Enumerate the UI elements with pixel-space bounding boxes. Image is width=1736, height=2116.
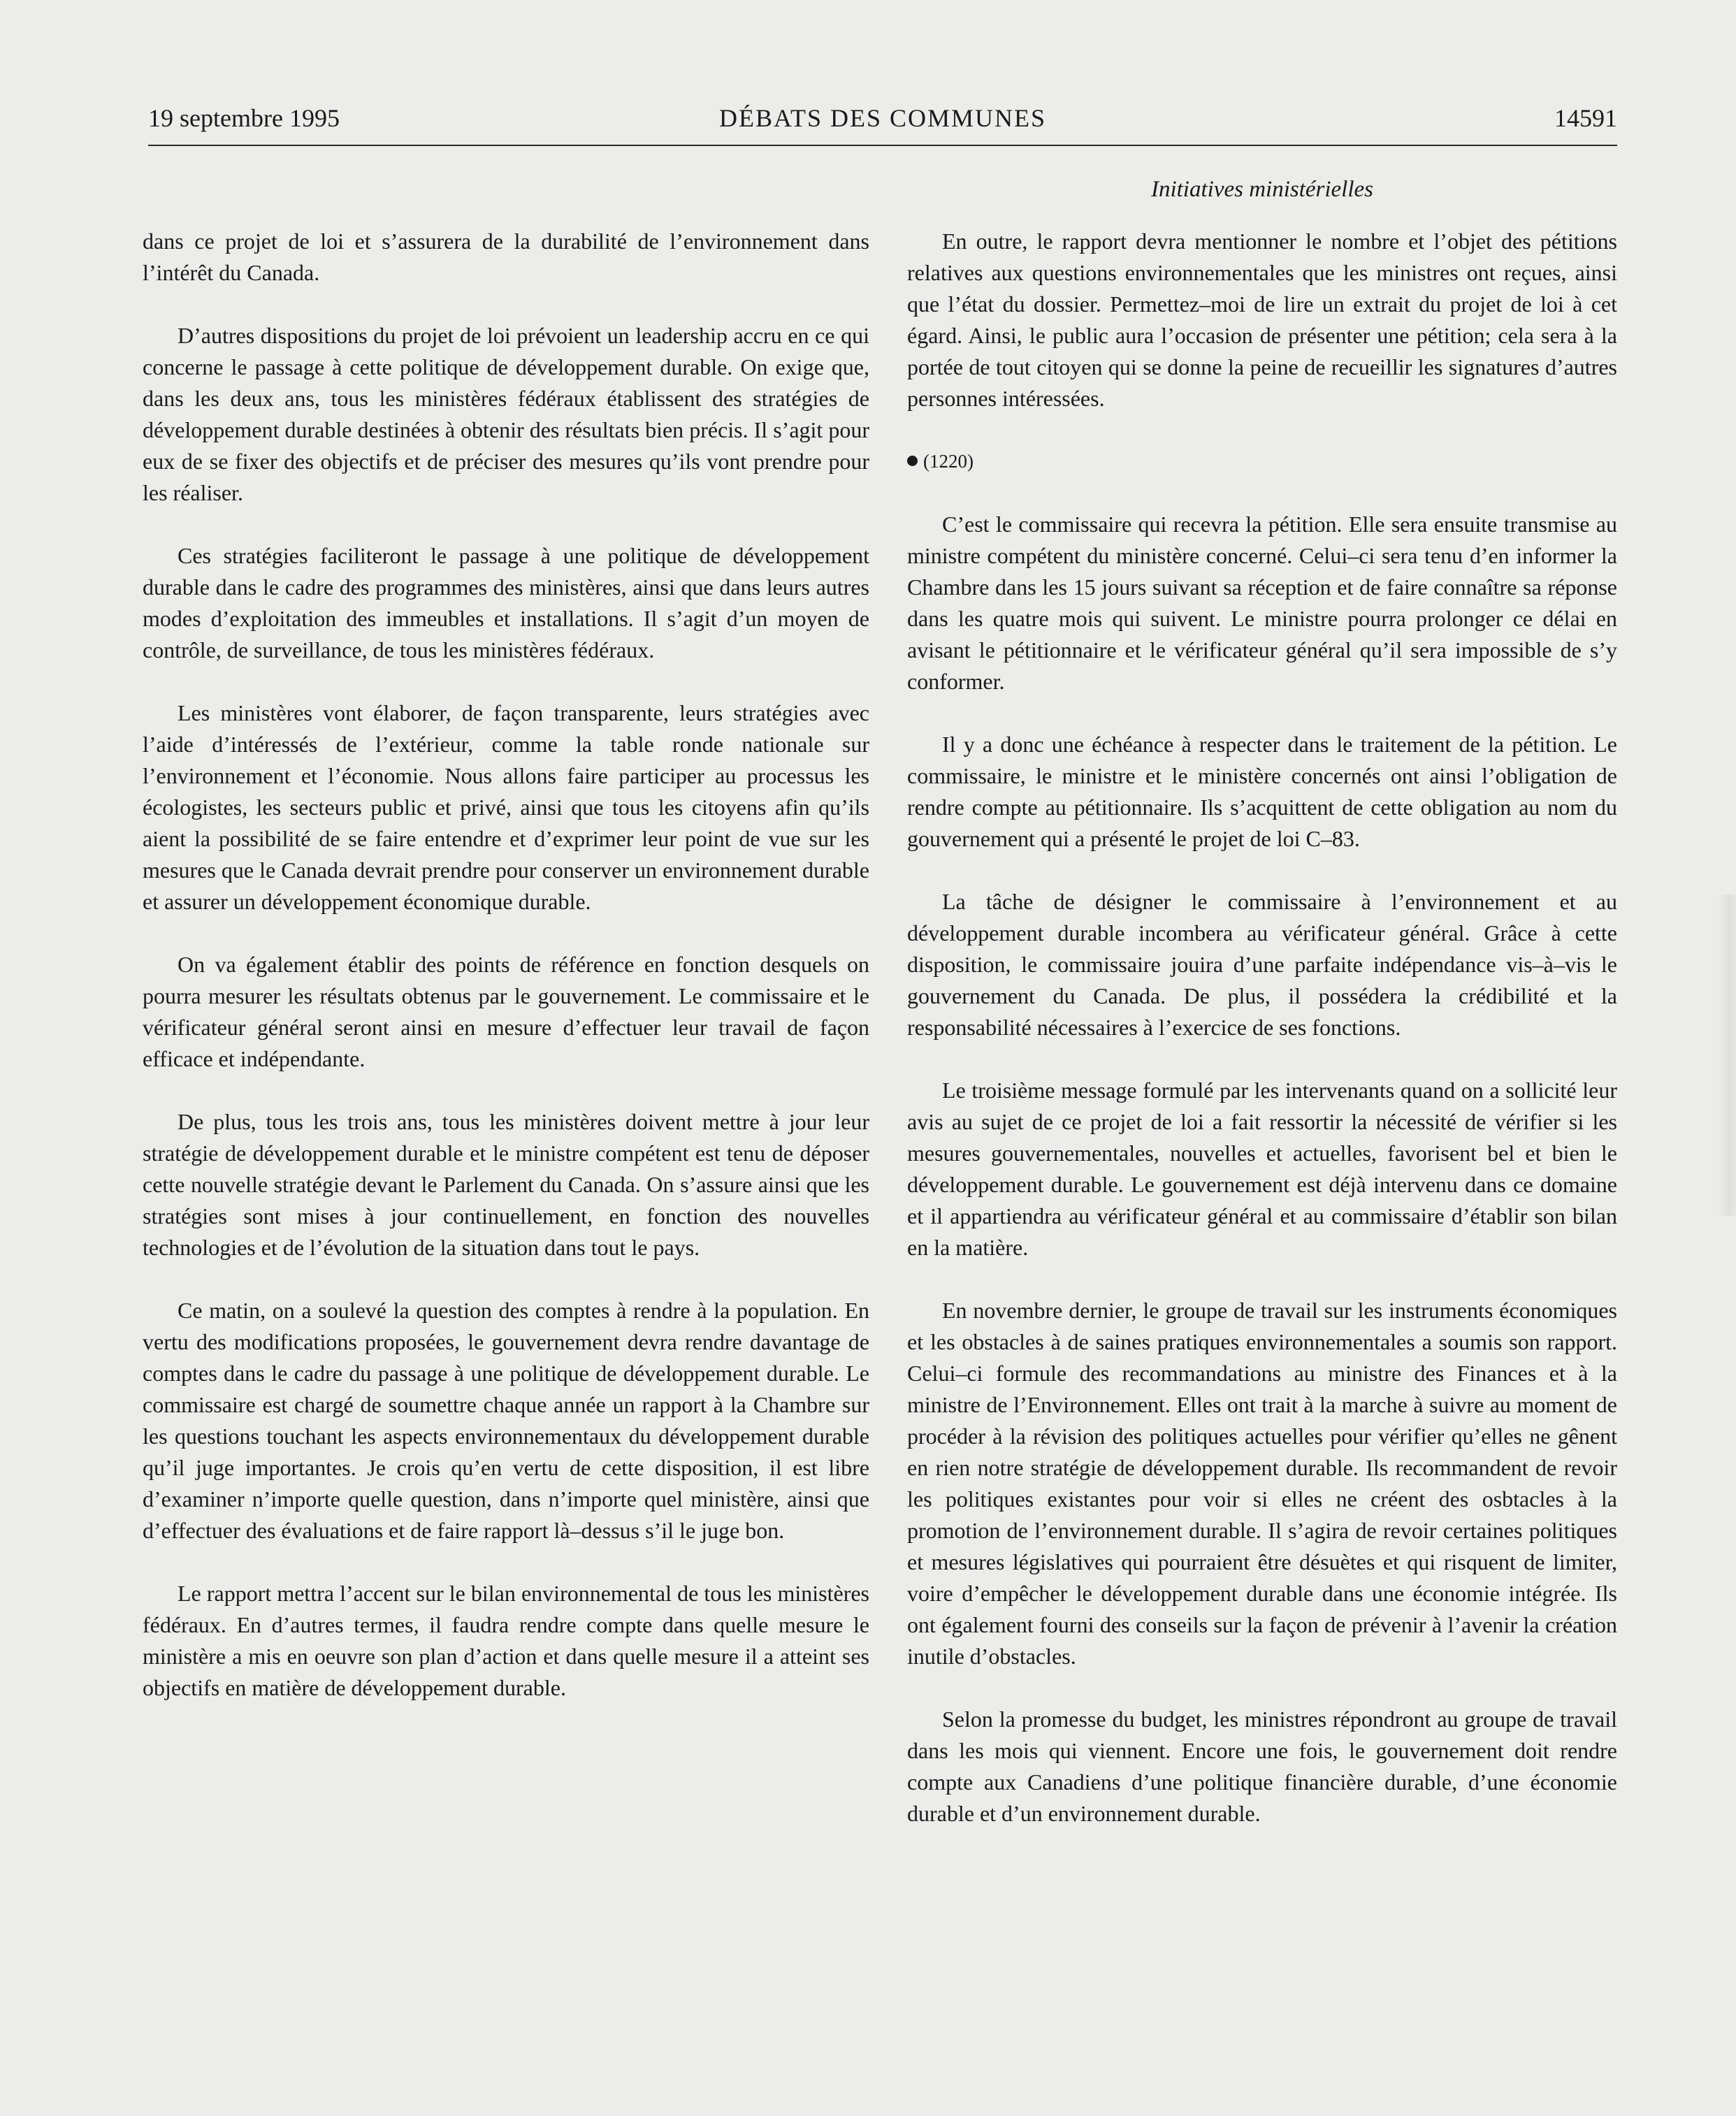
paragraph: Le troisième message formulé par les intervenants quand on a sollicité leur avis au sujet de ce projet de loi a fait ressortir la nécessité de vérifier si les mesures gouvernementales, nouvelles et actuelles, favorisent bel et bien le développement durable. Le gouvernement est déjà intervenu dans ce domaine et il appartiendra au vérificateur général et au commissaire d’établir son bilan en la matière. [907,1078,1617,1260]
section-label: Initiatives ministérielles [1150,177,1374,202]
paragraph: Il y a donc une échéance à respecter dans le traitement de la pétition. Le commissaire, le ministre et le ministère concernés ont ainsi l’obligation de rendre compte au pétitionnaire. Ils s’acquittent de cette obligation au nom du gouvernement qui a présenté le projet de loi C–83. [907,732,1617,851]
paragraph: Ces stratégies faciliteront le passage à une politique de développement durable dans le cadre des programmes des ministères, ainsi que dans leurs autres modes d’exploitation des immeubles et installations. Il s’agit d’un moyen de contrôle, de surveillance, de tous les ministères fédéraux. [143,543,869,662]
paragraph: dans ce projet de loi et s’assurera de la durabilité de l’environnement dans l’intérêt du Canada. [143,229,869,285]
page-header [148,103,1617,144]
paragraph: Le rapport mettra l’accent sur le bilan environnemental de tous les ministères fédéraux. En d’autres termes, il faudra rendre compte dans quelle mesure le ministère a mis en oeuvre son plan d’action et dans quelle mesure il a atteint ses objectifs en matière de développement durable. [143,1581,869,1700]
paragraph: On va également établir des points de référence en fonction desquels on pourra mesurer les résultats obtenus par le gouvernement. Le commissaire et le vérificateur général seront ainsi en mesure d’effectuer leur travail de façon efficace et indépendante. [143,952,869,1071]
paragraph: D’autres dispositions du projet de loi prévoient un leadership accru en ce qui concerne le passage à cette politique de développement durable. On exige que, dans les deux ans, tous les ministères fédéraux établissent des stratégies de développement durable destinées à obtenir des résultats bien précis. Il s’agit pour eux de se fixer des objectifs et de préciser des mesures qu’ils vont prendre pour les réaliser. [143,323,869,505]
scan-edge-shadow [1718,894,1736,1216]
paragraph: Selon la promesse du budget, les ministres répondront au groupe de travail dans les mois qui viennent. Encore une fois, le gouvernement doit rendre compte aux Canadiens d’une politique financière durable, d’une économie durable et d’un environnement durable. [907,1706,1617,1826]
bullet-icon [907,456,918,466]
time-marker-label: (1220) [923,451,974,472]
page-number: 14591 [1554,104,1617,132]
time-marker [907,446,1617,477]
header-date: 19 septembre 1995 [148,104,340,132]
paragraph: De plus, tous les trois ans, tous les ministères doivent mettre à jour leur stratégie de développement durable et le ministre compétent est tenu de déposer cette nouvelle stratégie devant le Parlement du Canada. On s’assure ainsi que les stratégies sont mises à jour continuellement, en fonction des nouvelles technologies et de l’évolution de la situation dans tout le pays. [143,1109,869,1260]
paragraph: Ce matin, on a soulevé la question des comptes à rendre à la population. En vertu des modifications proposées, le gouvernement devra rendre davantage de comptes dans le cadre du passage à une politique de développement durable. Le commissaire est chargé de soumettre chaque année un rapport à la Chambre sur les questions touchant les aspects environnementaux du développement durable qu’il juge importantes. Je crois qu’en vertu de cette disposition, il est libre d’examiner n’importe quelle question, dans n’importe quel ministère, ainsi que d’effectuer des évaluations et de faire rapport là–dessus s’il le juge bon. [143,1298,869,1543]
right-column [907,226,1617,1829]
header-rule [148,145,1617,146]
paragraph: Les ministères vont élaborer, de façon transparente, leurs stratégies avec l’aide d’intéressés de l’extérieur, comme la table ronde nationale sur l’environnement et l’économie. Nous allons faire participer au processus les écologistes, les secteurs public et privé, ainsi que tous les citoyens afin qu’ils aient la possibilité de se faire entendre et d’exprimer leur point de vue sur les mesures que le Canada devrait prendre pour conserver un environnement durable et assurer un développement économique durable. [143,700,869,914]
header-title: DÉBATS DES COMMUNES [718,104,1047,132]
paragraph: La tâche de désigner le commissaire à l’environnement et au développement durable incombera au vérificateur général. Grâce à cette disposition, le commissaire jouira d’une parfaite indépendance vis–à–vis le gouvernement du Canada. De plus, il possédera la crédibilité et la responsabilité nécessaires à l’exercice de ses fonctions. [907,889,1617,1040]
paragraph: En outre, le rapport devra mentionner le nombre et l’objet des pétitions relatives aux questions environnementales que les ministres ont reçues, ainsi que l’état du dossier. Permettez–moi de lire un extrait du projet de loi à cet égard. Ainsi, le public aura l’occasion de présenter une pétition; cela sera à la portée de tout citoyen qui se donne la peine de recueillir les signatures d’autres personnes intéressées. [907,229,1617,411]
paragraph: C’est le commissaire qui recevra la pétition. Elle sera ensuite transmise au ministre compétent du ministère concerné. Celui–ci sera tenu d’en informer la Chambre dans les 15 jours suivant sa réception et de faire connaître sa réponse dans les quatre mois qui suivent. Le ministre pourra prolonger ce délai en avisant le pétitionnaire et le vérificateur général qu’il sera impossible de s’y conformer. [907,512,1617,694]
paragraph: En novembre dernier, le groupe de travail sur les instruments économiques et les obstacles à de saines pratiques environnementales a soumis son rapport. Celui–ci formule des recommandations au ministre des Finances et à la ministre de l’Environnement. Elles ont trait à la marche à suivre au moment de procéder à la révision des politiques actuelles pour vérifier qu’elles ne gênent en rien notre stratégie de développement durable. Ils recommandent de revoir les politiques existantes pour voir si elles ne créent des osbtacles à la promotion de l’environnement durable. Il s’agira de revoir certaines politiques et mesures législatives qui pourraient être désuètes et qui risquent de limiter, voire d’empêcher le développement durable dans une économie intégrée. Ils ont également fourni des conseils sur la façon de prévenir à l’avenir la création inutile d’obstacles. [907,1298,1617,1669]
left-column [143,226,869,1704]
